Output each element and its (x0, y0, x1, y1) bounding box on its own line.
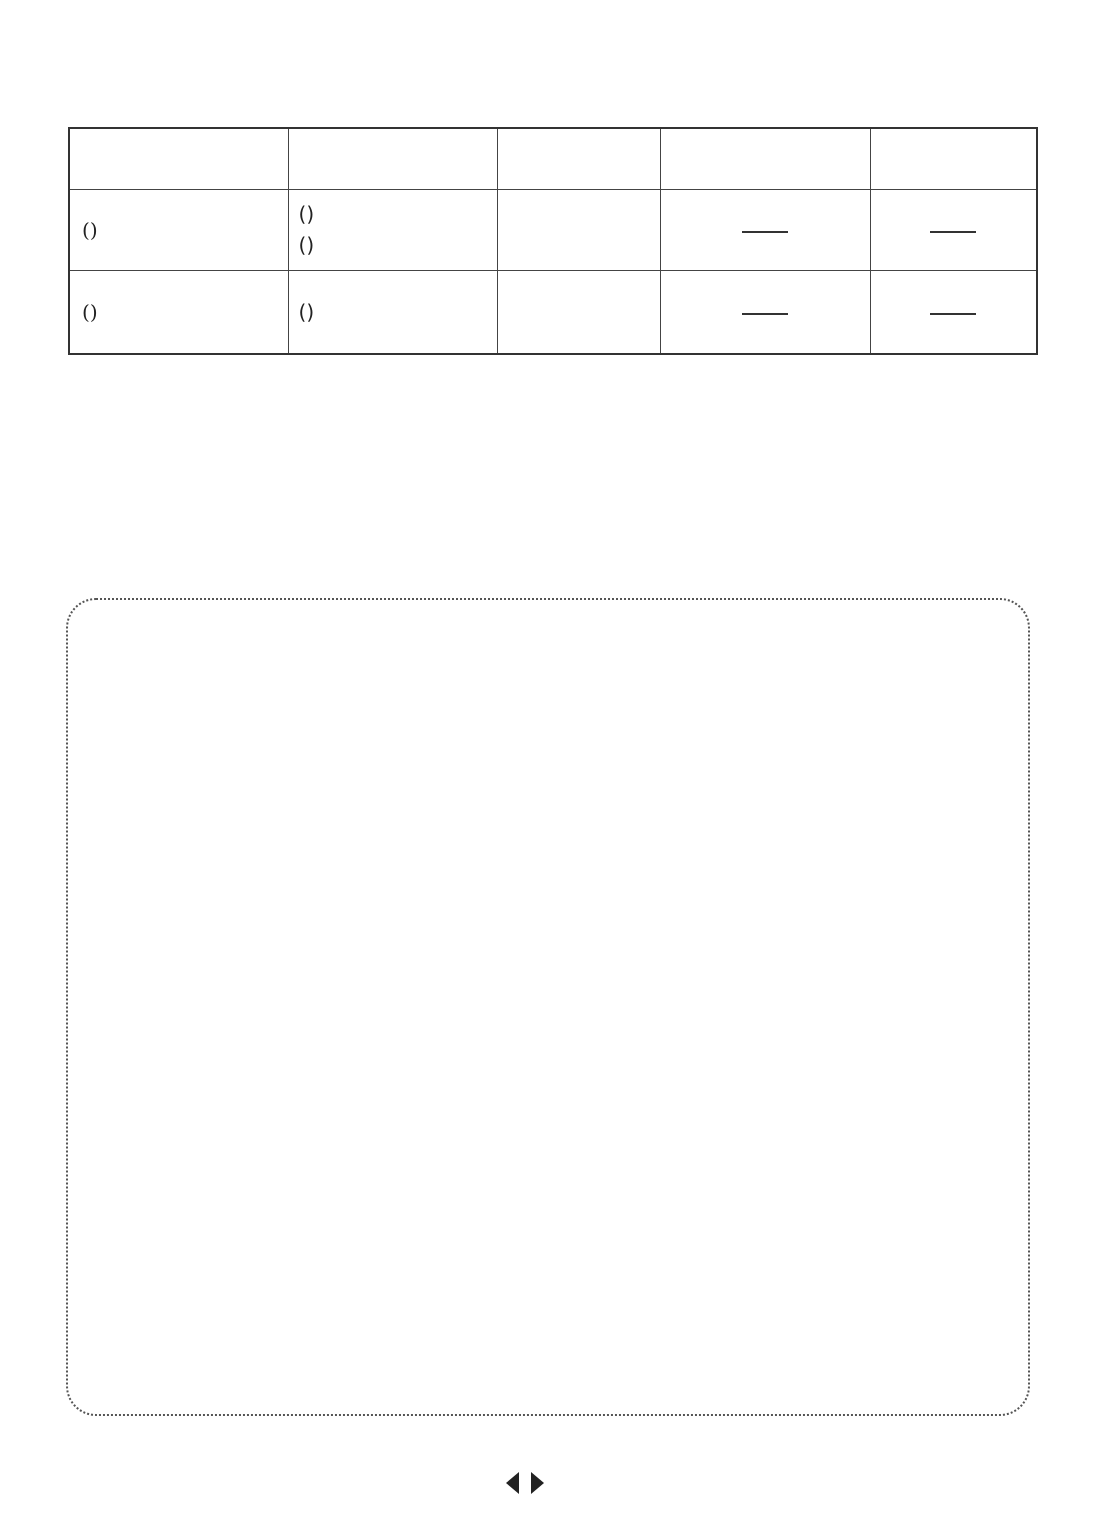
cell-pos-chinese: () (288, 271, 497, 355)
table-header-row (69, 128, 1037, 190)
page-footer (506, 1470, 544, 1495)
header-pos-chinese (288, 128, 497, 190)
next-arrow-icon (531, 1472, 544, 1494)
part1-line1 (68, 428, 74, 452)
cell-pos-chinese: () () (288, 190, 497, 271)
table-row (69, 190, 1037, 271)
cell-english (497, 271, 660, 355)
dash-mark (930, 313, 976, 315)
header-pos-chinese-2 (660, 128, 870, 190)
cell-english-2 (870, 190, 1037, 271)
header-english (497, 128, 660, 190)
part2-line1 (68, 510, 74, 534)
header-english-2 (870, 128, 1037, 190)
dash-mark (742, 231, 788, 233)
cell-original-word: () (69, 271, 288, 355)
cell-pos-chinese-2 (660, 271, 870, 355)
dash-mark (930, 231, 976, 233)
cell-original-word: () (69, 190, 288, 271)
cell-english (497, 190, 660, 271)
table-row (69, 271, 1037, 355)
notes-box (66, 598, 1030, 1416)
dash-mark (742, 313, 788, 315)
vocab-table (68, 127, 1038, 355)
header-original-word (69, 128, 288, 190)
prev-arrow-icon (506, 1472, 519, 1494)
cell-pos-chinese-2 (660, 190, 870, 271)
cell-english-2 (870, 271, 1037, 355)
